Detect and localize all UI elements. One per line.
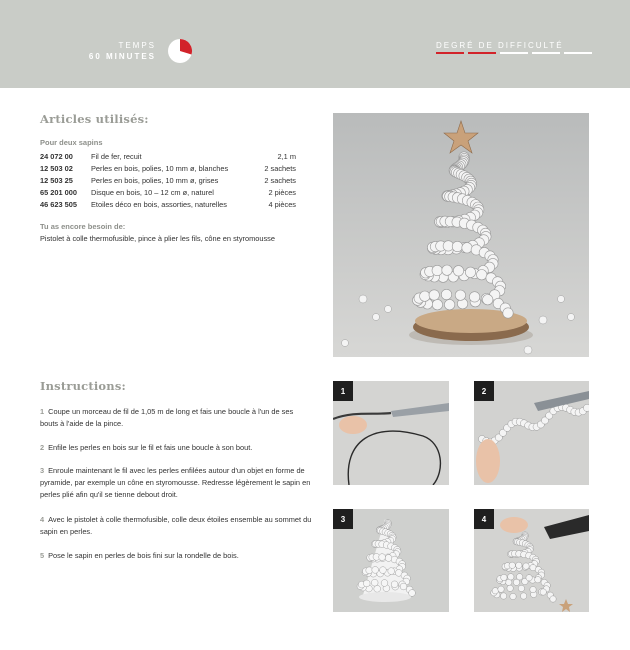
step-badge: 1 (333, 381, 353, 401)
extra-text: Pistolet à colle thermofusible, pince à plier les fils, cône en styromousse (40, 234, 275, 243)
step-number: 4 (40, 515, 45, 524)
step-4 (40, 514, 312, 538)
material-desc: Perles en bois, polies, 10 mm ø, grises (91, 175, 219, 185)
material-desc: Fil de fer, recuit (91, 151, 142, 161)
difficulty-meter (436, 52, 592, 54)
step-badge: 2 (474, 381, 494, 401)
time-value: 60 MINUTES (88, 52, 156, 61)
finished-tree-photo (333, 113, 589, 357)
difficulty-label: DEGRÉ DE DIFFICULTÉ (436, 41, 564, 50)
material-code: 12 503 02 (40, 163, 73, 173)
material-code: 65 201 000 (40, 187, 77, 197)
material-code: 24 072 00 (40, 151, 73, 161)
step-1 (40, 406, 312, 430)
materials-list (40, 150, 296, 210)
step-3 (40, 465, 312, 501)
material-qty: 2,1 m (277, 151, 296, 161)
step-number: 5 (40, 551, 45, 560)
materials-title: Articles utilisés: (40, 112, 149, 126)
step-2 (40, 442, 312, 454)
difficulty-segment (468, 52, 496, 54)
step-badge: 3 (333, 509, 353, 529)
step-text: Coupe un morceau de fil de 1,05 m de long et fais une boucle à l'un de ses bouts à l'aide de la pince. (40, 407, 294, 428)
material-row (40, 162, 296, 174)
material-row (40, 150, 296, 162)
step-photo-1 (333, 381, 449, 485)
step-5 (40, 550, 312, 562)
material-qty: 2 sachets (264, 175, 296, 185)
materials-subtitle: Pour deux sapins (40, 138, 103, 147)
material-code: 46 623 505 (40, 199, 77, 209)
step-number: 2 (40, 443, 45, 452)
material-qty: 2 sachets (264, 163, 296, 173)
material-qty: 4 pièces (268, 199, 296, 209)
material-desc: Perles en bois, polies, 10 mm ø, blanches (91, 163, 229, 173)
step-number: 3 (40, 466, 45, 475)
material-row (40, 174, 296, 186)
material-row (40, 198, 296, 210)
step-photo-2 (474, 381, 589, 485)
step-number: 1 (40, 407, 45, 416)
material-qty: 2 pièces (268, 187, 296, 197)
difficulty-segment (564, 52, 592, 54)
material-row (40, 186, 296, 198)
clock-icon (167, 38, 193, 64)
difficulty-segment (436, 52, 464, 54)
header-band (0, 0, 630, 88)
instructions-title: Instructions: (40, 379, 126, 393)
step-text: Pose le sapin en perles de bois fini sur la rondelle de bois. (48, 551, 239, 560)
step-text: Avec le pistolet à colle thermofusible, colle deux étoiles ensemble au sommet du sapin en perles. (40, 515, 312, 536)
material-code: 12 503 25 (40, 175, 73, 185)
time-block (89, 40, 156, 62)
step-text: Enroule maintenant le fil avec les perles enfilées autour d'un objet en forme de pyramide, par exemple un cône en styromousse. Redresse légèrement le sapin en perles plié afin qu'il se tienne debout droit. (40, 466, 311, 499)
difficulty-segment (532, 52, 560, 54)
material-desc: Disque en bois, 10 – 12 cm ø, naturel (91, 187, 214, 197)
time-label: TEMPS (118, 41, 156, 50)
material-desc: Etoiles déco en bois, assorties, naturelles (91, 199, 227, 209)
extra-title: Tu as encore besoin de: (40, 222, 126, 231)
step-photo-4 (474, 509, 589, 612)
step-text: Enfile les perles en bois sur le fil et fais une boucle à son bout. (48, 443, 253, 452)
difficulty-segment (500, 52, 528, 54)
step-photo-3 (333, 509, 449, 612)
step-badge: 4 (474, 509, 494, 529)
